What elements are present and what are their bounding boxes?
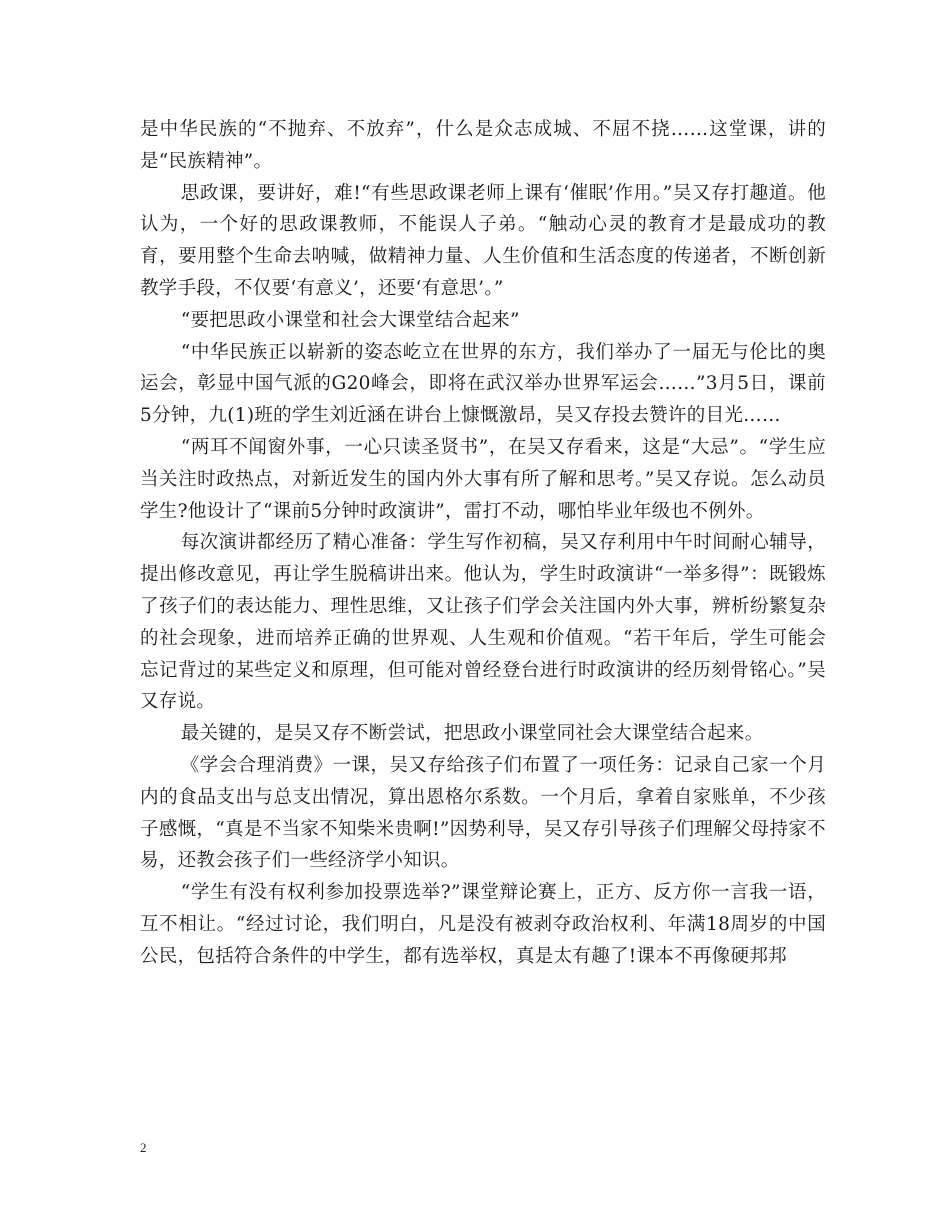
paragraph-8: 《学会合理消费》一课，吴又存给孩子们布置了一项任务：记录自己家一个月内的食品支出与总支出情况，算出恩格尔系数。一个月后，拿着自家账单，不少孩子感慨，“真是不当家不知柴米贵啊!”因势利导，吴又存引导孩子们理解父母持家不易，还教会孩子们一些经济学小知识。 — [140, 754, 826, 872]
document-body — [140, 114, 826, 973]
paragraph-7: 最关键的，是吴又存不断尝试，把思政小课堂同社会大课堂结合起来。 — [180, 723, 764, 745]
paragraph-5: “两耳不闻窗外事，一心只读圣贤书”，在吴又存看来，这是“大忌”。“学生应当关注时政热点，对新近发生的国内外大事有所了解和思考。”吴又存说。怎么动员学生?他设计了“课前5分钟时政演讲”，雷打不动，哪怕毕业年级也不例外。 — [140, 436, 826, 522]
paragraph-9: “学生有没有权利参加投票选举?”课堂辩论赛上，正方、反方你一言我一语，互不相让。“经过讨论，我们明白，凡是没有被剥夺政治权利、年满18周岁的中国公民，包括符合条件的中学生，都有选举权，真是太有趣了!课本不再像硬邦邦 — [140, 882, 826, 967]
paragraph-6: 每次演讲都经历了精心准备：学生写作初稿，吴又存利用中午时间耐心辅导，提出修改意见，再让学生脱稿讲出来。他认为，学生时政演讲“一举多得”：既锻炼了孩子们的表达能力、理性思维，又让孩子们学会关注国内外大事，辨析纷繁复杂的社会现象，进而培养正确的世界观、人生观和价值观。“若干年后，学生可能会忘记背过的某些定义和原理，但可能对曾经登台进行时政演讲的经历刻骨铭心。”吴又存说。 — [140, 532, 826, 713]
section-heading: “要把思政小课堂和社会大课堂结合起来” — [180, 309, 520, 331]
paragraph-1: 是中华民族的“不抛弃、不放弃”，什么是众志成城、不屈不挠……这堂课，讲的是“民族精神”。 — [140, 119, 826, 172]
page-number: 2 — [140, 1140, 147, 1155]
paragraph-4: “中华民族正以崭新的姿态屹立在世界的东方，我们举办了一届无与伦比的奥运会，彰显中国气派的G20峰会，即将在武汉举办世界军运会……”3月5日，课前5分钟，九(1)班的学生刘近涵在讲台上慷慨激昂，吴又存投去赞许的目光…… — [140, 341, 826, 427]
paragraph-2: 思政课，要讲好，难!“有些思政课老师上课有‘催眠’作用。”吴又存打趣道。他认为，一个好的思政课教师，不能误人子弟。“触动心灵的教育才是最成功的教育，要用整个生命去呐喊，做精神力量、人生价值和生活态度的传递者，不断创新教学手段，不仅要‘有意义’，还要‘有意思’。” — [140, 182, 826, 299]
